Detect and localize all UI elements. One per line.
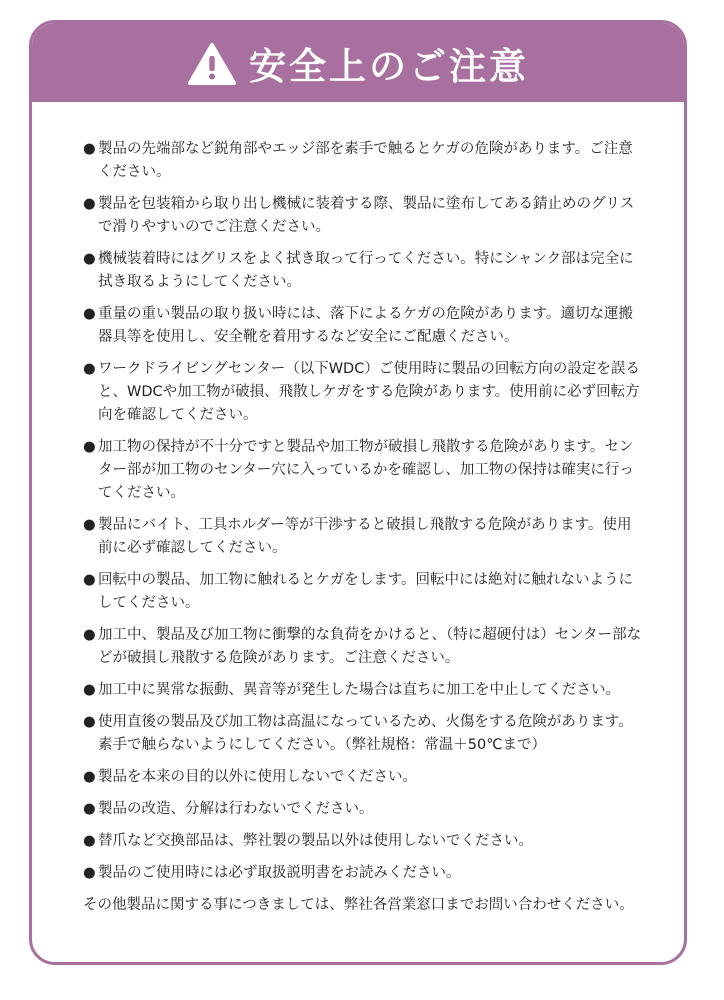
list-item-text: ワークドライビングセンター（以下WDC）ご使用時に製品の回転方向の設定を誤ると、WDCや加工物が破損、飛散しケガをする危険があります。使用前に必ず回転方向を確認してください。 (98, 361, 640, 423)
bullet-icon: ● (83, 865, 96, 881)
list-item (83, 679, 643, 702)
list-item-text: 機械装着時にはグリスをよく拭き取って行ってください。特にシャンク部は完全に拭き取るようにしてください。 (98, 251, 634, 290)
bullet-icon: ● (83, 361, 96, 377)
list-item-text: 製品の先端部など鋭角部やエッジ部を素手で触るとケガの危険があります。ご注意ください。 (98, 141, 633, 180)
safety-notice-card (29, 20, 687, 965)
bullet-icon: ● (83, 517, 96, 533)
list-item-text: 製品の改造、分解は行わないでください。 (98, 801, 374, 817)
warning-triangle-icon (187, 42, 237, 86)
notice-header (32, 23, 684, 102)
list-item-text: 加工中、製品及び加工物に衝撃的な負荷をかけると、（特に超硬付は）センター部などが破損し飛散する危険があります。ご注意ください。 (98, 627, 642, 666)
bullet-icon: ● (83, 251, 96, 267)
bullet-icon: ● (83, 439, 96, 455)
list-item-text: 製品のご使用時には必ず取扱説明書をお読みください。 (98, 865, 461, 881)
bullet-icon: ● (83, 682, 96, 698)
list-item (83, 624, 643, 670)
list-item-text: 製品にバイト、工具ホルダー等が干渉すると破損し飛散する危険があります。使用前に必ず確認してください。 (98, 517, 632, 556)
list-item-text: 重量の重い製品の取り扱い時には、落下によるケガの危険があります。適切な運搬器具等を使用し、安全靴を着用するなど安全にご配慮ください。 (98, 306, 634, 345)
list-item (83, 711, 643, 757)
list-item (83, 798, 643, 821)
bullet-icon: ● (83, 714, 96, 730)
bullet-icon: ● (83, 306, 96, 322)
list-item (83, 862, 643, 885)
list-item-text: 加工物の保持が不十分ですと製品や加工物が破損し飛散する危険があります。センター部が加工物のセンター穴に入っているかを確認し、加工物の保持は確実に行ってください。 (98, 439, 634, 501)
bullet-icon: ● (83, 141, 96, 157)
page-title: 安全上のご注意 (249, 44, 529, 88)
list-item-text: 製品を包装箱から取り出し機械に装着する際、製品に塗布してある錆止めのグリスで滑りやすいのでご注意ください。 (98, 196, 635, 235)
list-item (83, 138, 643, 184)
bullet-icon: ● (83, 627, 96, 643)
list-item-text: 回転中の製品、加工物に触れるとケガをします。回転中には絶対に触れないようにしてください。 (98, 572, 634, 611)
list-item (83, 514, 643, 560)
bullet-icon: ● (83, 572, 96, 588)
footer-note: その他製品に関する事につきましては、弊社各営業窓口までお問い合わせください。 (83, 897, 634, 913)
bullet-icon: ● (83, 833, 96, 849)
bullet-icon: ● (83, 196, 96, 212)
list-item-text: 使用直後の製品及び加工物は高温になっているため、火傷をする危険があります。素手で触らないようにしてください。（弊社規格：常温＋50℃まで） (98, 714, 633, 753)
list-item (83, 569, 643, 615)
list-item (83, 830, 643, 853)
list-item (83, 193, 643, 239)
notice-list (83, 138, 643, 917)
list-item (83, 436, 643, 505)
list-item (83, 303, 643, 349)
list-item-text: 替爪など交換部品は、弊社製の製品以外は使用しないでください。 (98, 833, 533, 849)
bullet-icon: ● (83, 769, 96, 785)
list-item (83, 248, 643, 294)
list-item-text: 製品を本来の目的以外に使用しないでください。 (98, 769, 417, 785)
list-item (83, 358, 643, 427)
list-item (83, 766, 643, 789)
bullet-icon: ● (83, 801, 96, 817)
list-item-text: 加工中に異常な振動、異音等が発生した場合は直ちに加工を中止してください。 (98, 682, 620, 698)
